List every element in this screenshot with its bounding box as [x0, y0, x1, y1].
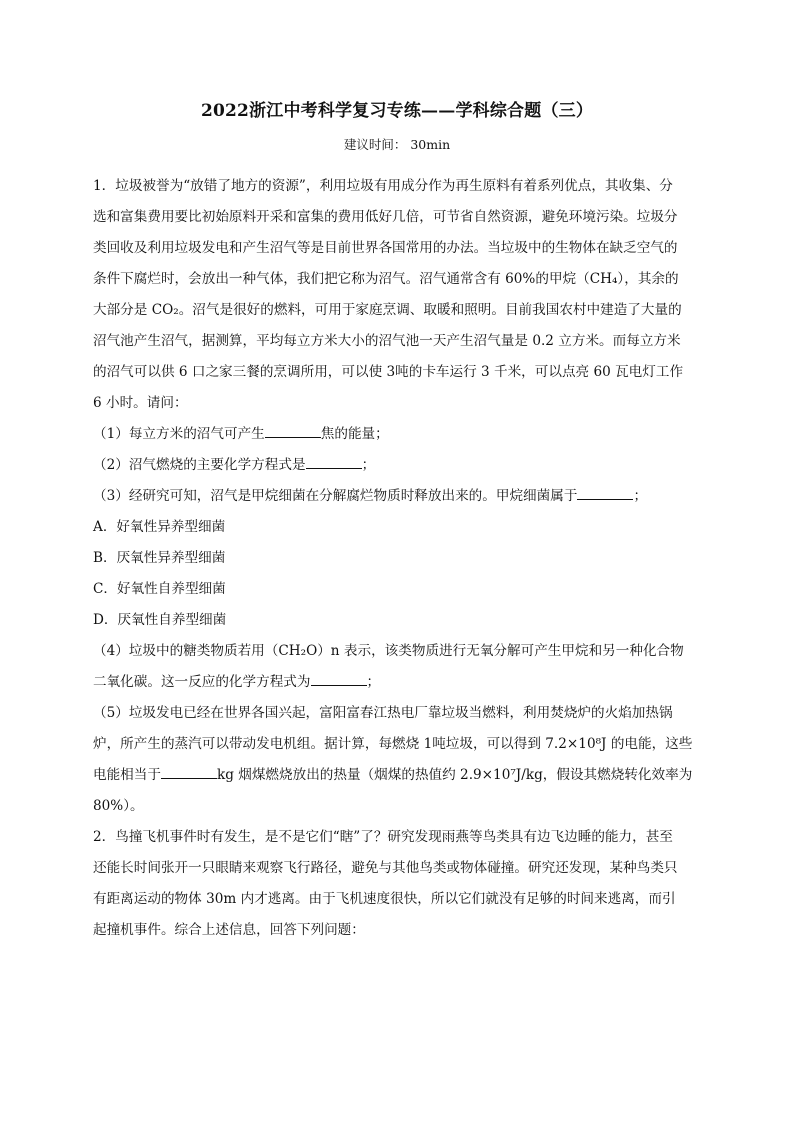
sub-question-2-tail: ； — [361, 457, 376, 473]
sub-question-4-text: 二氧化碳。这一反应的化学方程式为 — [93, 674, 311, 690]
option-a: A．好氧性异养型细菌 — [93, 519, 226, 535]
sub-question-1 — [93, 419, 705, 450]
sub-question-5-line-2: 炉，所产生的蒸汽可以带动发电机组。据计算，每燃烧 1吨垃圾，可以得到 7.2×10⁸J 的电能，这些 — [93, 736, 693, 752]
question-1-intro — [93, 171, 705, 419]
text-line: 6 小时。请问： — [93, 395, 188, 411]
document-body — [93, 171, 705, 946]
text-line: 1．垃圾被誉为“放错了地方的资源”，利用垃圾有用成分作为再生原料有着系列优点，其收集、分 — [93, 178, 673, 194]
option-b: B．厌氧性异养型细菌 — [93, 550, 226, 566]
sub-question-3 — [93, 481, 705, 512]
sub-question-5-line-3 — [93, 760, 705, 791]
text-line: 的沼气可以供 6 口之家三餐的烹调所用，可以使 3吨的卡车运行 3 千米，可以点亮 60 瓦电灯工作 — [93, 364, 684, 380]
text-line: 类回收及利用垃圾发电和产生沼气等是目前世界各国常用的办法。当垃圾中的生物体在缺乏空气的 — [93, 240, 678, 256]
sub-question-3-tail: ； — [633, 488, 648, 504]
sub-question-5-text: 电能相当于 — [93, 767, 161, 783]
sub-question-4-line-1: （4）垃圾中的糖类物质若用（CH₂O）n 表示，该类物质进行无氧分解可产生甲烷和另一种化合物 — [93, 643, 684, 659]
sub-question-1-text: （1）每立方米的沼气可产生 — [93, 426, 265, 442]
text-line: 大部分是 CO₂。沼气是很好的燃料，可用于家庭烹调、取暖和照明。目前我国农村中建造了大量的 — [93, 302, 682, 318]
question-2 — [93, 822, 705, 946]
text-line: 选和富集费用要比初始原料开采和富集的费用低好几倍，可节省自然资源，避免环境污染。垃圾分 — [93, 209, 678, 225]
suggested-time: 建议时间： 30min — [343, 137, 451, 152]
text-line: 起撞机事件。综合上述信息，回答下列问题： — [93, 922, 365, 938]
sub-question-1-tail: 焦的能量； — [320, 426, 389, 442]
sub-question-2-text: （2）沼气燃烧的主要化学方程式是 — [93, 457, 306, 473]
answer-blank[interactable] — [306, 454, 362, 469]
page-title: 2022浙江中考科学复习专练——学科综合题（三） — [200, 101, 594, 121]
sub-question-5-line-4: 80%）。 — [93, 798, 144, 814]
answer-blank[interactable] — [265, 423, 321, 438]
text-line: 沼气池产生沼气，据测算，平均每立方米大小的沼气池一天产生沼气量是 0.2 立方米。而每立方米 — [93, 333, 681, 349]
sub-question-4-tail: ； — [366, 674, 381, 690]
answer-blank[interactable] — [161, 764, 217, 779]
text-line: 2．鸟撞飞机事件时有发生，是不是它们“瞎”了？研究发现雨燕等鸟类具有边飞边睡的能力，甚至 — [93, 829, 673, 845]
text-line: 还能长时间张开一只眼睛来观察飞行路径，避免与其他鸟类或物体碰撞。研究还发现，某种鸟类只 — [93, 860, 678, 876]
text-line: 有距离运动的物体 30m 内才逃离。由于飞机速度很快，所以它们就没有足够的时间来逃离，而引 — [93, 891, 676, 907]
answer-blank[interactable] — [577, 485, 633, 500]
text-line: 条件下腐烂时，会放出一种气体，我们把它称为沼气。沼气通常含有 60%的甲烷（CH₄），其余的 — [93, 271, 679, 287]
option-c: C．好氧性自养型细菌 — [93, 581, 226, 597]
sub-question-4-line-2 — [93, 667, 705, 698]
answer-blank[interactable] — [311, 671, 367, 686]
sub-question-5-line-1: （5）垃圾发电已经在世界各国兴起，富阳富春江热电厂靠垃圾当燃料，利用焚烧炉的火焰加热锅 — [93, 705, 673, 721]
sub-question-5-tail: kg 烟煤燃烧放出的热量（烟煤的热值约 2.9×10⁷J/kg，假设其燃烧转化效率为 — [216, 767, 693, 783]
option-d: D．厌氧性自养型细菌 — [93, 612, 227, 628]
sub-question-3-text: （3）经研究可知，沼气是甲烷细菌在分解腐烂物质时释放出来的。甲烷细菌属于 — [93, 488, 578, 504]
sub-question-2 — [93, 450, 705, 481]
question-1 — [93, 171, 705, 822]
